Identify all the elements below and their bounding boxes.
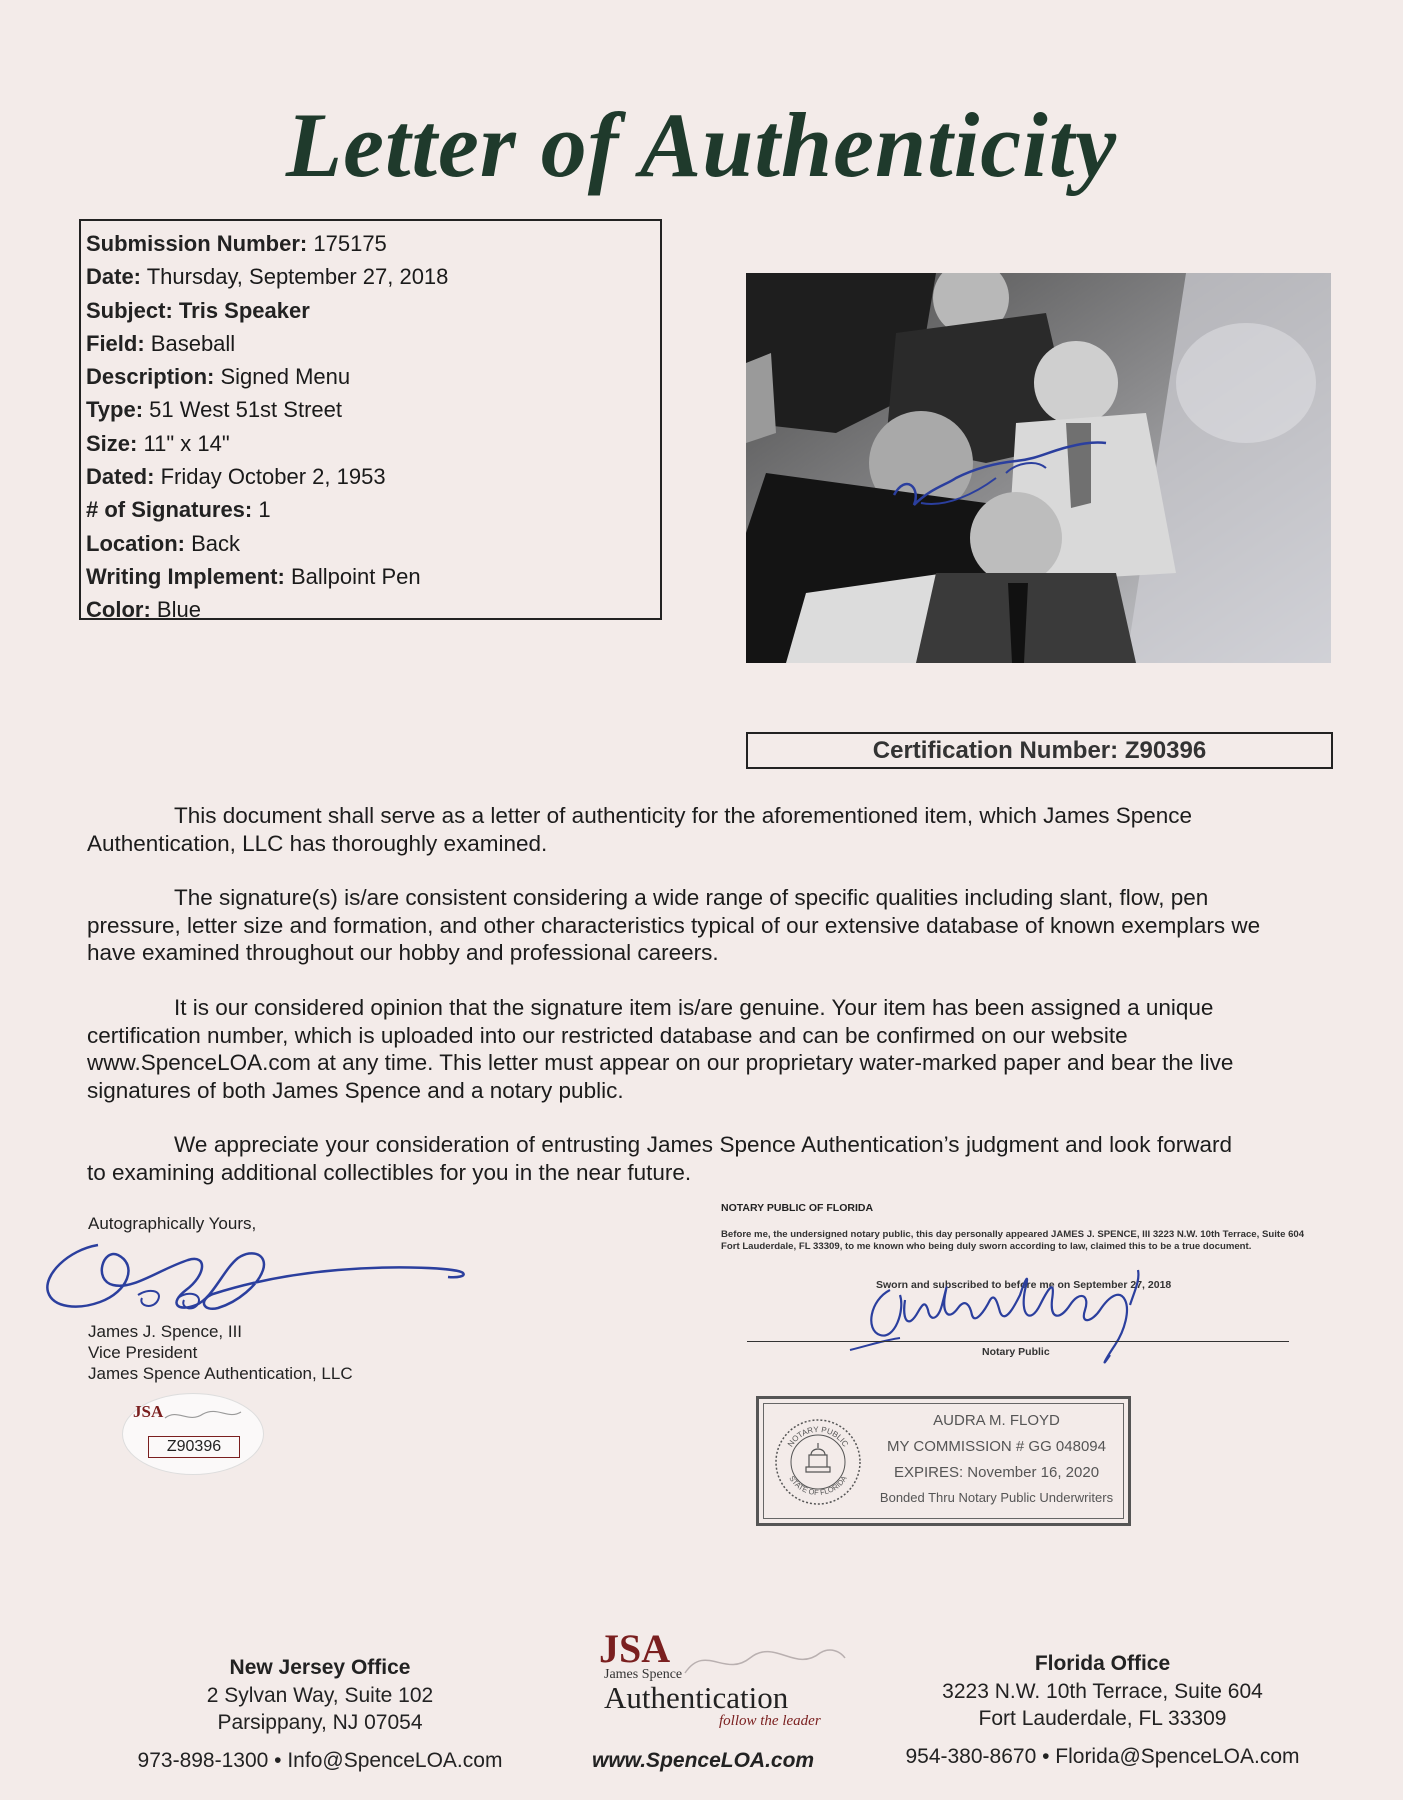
office-address-line: 2 Sylvan Way, Suite 102: [206, 1683, 434, 1707]
detail-label: Location:: [86, 530, 185, 556]
page-title: Letter of Authenticity: [285, 94, 1118, 196]
type-row: [86, 393, 660, 426]
closing-line: Autographically Yours,: [88, 1214, 257, 1233]
office-city-line: Parsippany, NJ 07054: [217, 1711, 423, 1734]
stamp-expires: EXPIRES: November 16, 2020: [893, 1464, 1100, 1481]
detail-value: 175175: [313, 231, 387, 256]
detail-label: Dated:: [86, 464, 155, 490]
office-heading: New Jersey Office: [229, 1656, 411, 1679]
detail-value: 1: [258, 497, 271, 523]
signatures-count-row: [86, 493, 660, 526]
detail-value: Thursday, September 27, 2018: [146, 264, 449, 290]
florida-seal-icon: [773, 1417, 863, 1507]
detail-label: Writing Implement:: [86, 563, 285, 589]
location-row: [86, 527, 660, 560]
date-row: [86, 260, 660, 293]
photo-illustration: [746, 273, 1331, 663]
notary-signature: [830, 1250, 1220, 1380]
writing-implement-row: [86, 560, 660, 593]
signer-company: James Spence Authentication, LLC: [88, 1364, 353, 1383]
footer-website: www.SpenceLOA.com: [592, 1749, 815, 1772]
description-row: [86, 360, 660, 393]
svg-text:STATE OF FLORIDA: [787, 1474, 848, 1497]
detail-label: # of Signatures:: [86, 497, 253, 523]
detail-value: Back: [191, 530, 241, 556]
size-row: [86, 427, 660, 460]
certification-number: Z90396: [1124, 737, 1207, 764]
detail-value: Tris Speaker: [178, 297, 310, 323]
office-heading: Florida Office: [1034, 1652, 1171, 1675]
stamp-name: AUDRA M. FLOYD: [933, 1412, 1060, 1429]
notary-signature-line: [747, 1341, 1289, 1342]
office-address-line: 3223 N.W. 10th Terrace, Suite 604: [942, 1679, 1263, 1703]
detail-label: Size:: [86, 430, 138, 456]
new-jersey-office: [110, 1654, 530, 1774]
footer-tagline: follow the leader: [719, 1713, 821, 1729]
james-spence-signature: [38, 1230, 478, 1330]
paragraph-intro: [87, 802, 1305, 857]
detail-value: 51 West 51st Street: [149, 397, 342, 423]
subject-row: [86, 294, 660, 327]
certification-label: Certification Number:: [872, 737, 1119, 764]
paragraph-text: The signature(s) is/are consistent considering a wide range of specific qualities including slant, flow, pen pressure, letter size and formation, and other characteristics typical of our extensive database of known exemplars we have examined throughout our hobby and professional careers.: [87, 885, 1261, 965]
certification-number-box: [746, 732, 1333, 769]
notary-sworn-line: Sworn and subscribed to before me on September 27, 2018: [876, 1279, 1172, 1291]
footer-jsa-mark: JSA: [599, 1626, 671, 1671]
detail-value: Baseball: [150, 330, 236, 356]
notary-stamp-border: [763, 1403, 1124, 1519]
detail-label: Field:: [86, 330, 145, 356]
seal-top-text: NOTARY PUBLIC: [785, 1424, 851, 1449]
submission-number-row: [86, 227, 660, 260]
office-city-line: Fort Lauderdale, FL 33309: [978, 1707, 1227, 1730]
footer-authentication-word: Authentication: [604, 1680, 789, 1715]
sticker-number: Z90396: [148, 1436, 240, 1458]
paragraph-appreciation: [87, 1131, 1232, 1186]
detail-value: Signed Menu: [220, 364, 351, 390]
signer-name: James J. Spence, III: [88, 1322, 243, 1341]
detail-value: Blue: [156, 597, 201, 623]
detail-value: Ballpoint Pen: [290, 563, 421, 589]
paragraph-consistency: [87, 884, 1305, 967]
paragraph-text: This document shall serve as a letter of authenticity for the aforementioned item, which James Spence Authentication, LLC has thoroughly examined.: [87, 803, 1193, 856]
office-contact-line: 973-898-1300 • Info@SpenceLOA.com: [137, 1748, 503, 1772]
stamp-bonded: Bonded Thru Notary Public Underwriters: [879, 1490, 1114, 1505]
detail-value: 11" x 14": [143, 430, 230, 456]
stamp-commission: MY COMMISSION # GG 048094: [887, 1438, 1106, 1455]
signer-position: Vice President: [88, 1343, 198, 1362]
color-row: [86, 593, 660, 626]
detail-value: Friday October 2, 1953: [160, 464, 386, 490]
detail-label: Color:: [86, 597, 151, 623]
detail-label: Subject:: [86, 297, 173, 323]
paragraph-opinion: [87, 994, 1305, 1104]
footer-jsa-name: James Spence: [604, 1667, 683, 1682]
item-photo: [746, 273, 1331, 663]
paragraph-text: We appreciate your consideration of entrusting James Spence Authentication’s judgment and look forward to examining additional collectibles for you in the near future.: [87, 1132, 1232, 1185]
notary-heading: NOTARY PUBLIC OF FLORIDA: [721, 1202, 874, 1214]
seal-bottom-text: STATE OF FLORIDA: [787, 1474, 849, 1498]
detail-label: Type:: [86, 397, 144, 423]
office-contact-line: 954-380-8670 • Florida@SpenceLOA.com: [905, 1744, 1300, 1768]
notary-label: Notary Public: [982, 1346, 1050, 1358]
jsa-footer-logo: [560, 1625, 860, 1795]
sticker-signature: [163, 1406, 243, 1426]
detail-label: Submission Number:: [86, 231, 308, 256]
detail-label: Date:: [86, 264, 142, 290]
florida-office: [870, 1650, 1335, 1770]
notary-stamp: [756, 1396, 1131, 1526]
field-row: [86, 327, 660, 360]
notary-statement: Before me, the undersigned notary public, this day personally appeared JAMES J. SPENCE, III 3223 N.W. 10th Terrace, Suite 604 Fort Lauderdale, FL 33309, to me known who being duly sworn according to law, claimed this to be a true document.: [721, 1229, 1305, 1252]
detail-label: Description:: [86, 364, 215, 390]
submission-details-box: [79, 219, 662, 623]
jsa-hologram-sticker: [122, 1393, 264, 1475]
dated-row: [86, 460, 660, 493]
paragraph-text: It is our considered opinion that the signature item is/are genuine. Your item has been assigned a unique certification number, which is uploaded into our restricted database and can be confirmed on our website www.SpenceLOA.com at any time. This letter must appear on our proprietary water-marked paper and bear the live signatures of both James Spence and a notary public.: [87, 995, 1234, 1103]
sticker-logo: JSA: [133, 1402, 164, 1421]
